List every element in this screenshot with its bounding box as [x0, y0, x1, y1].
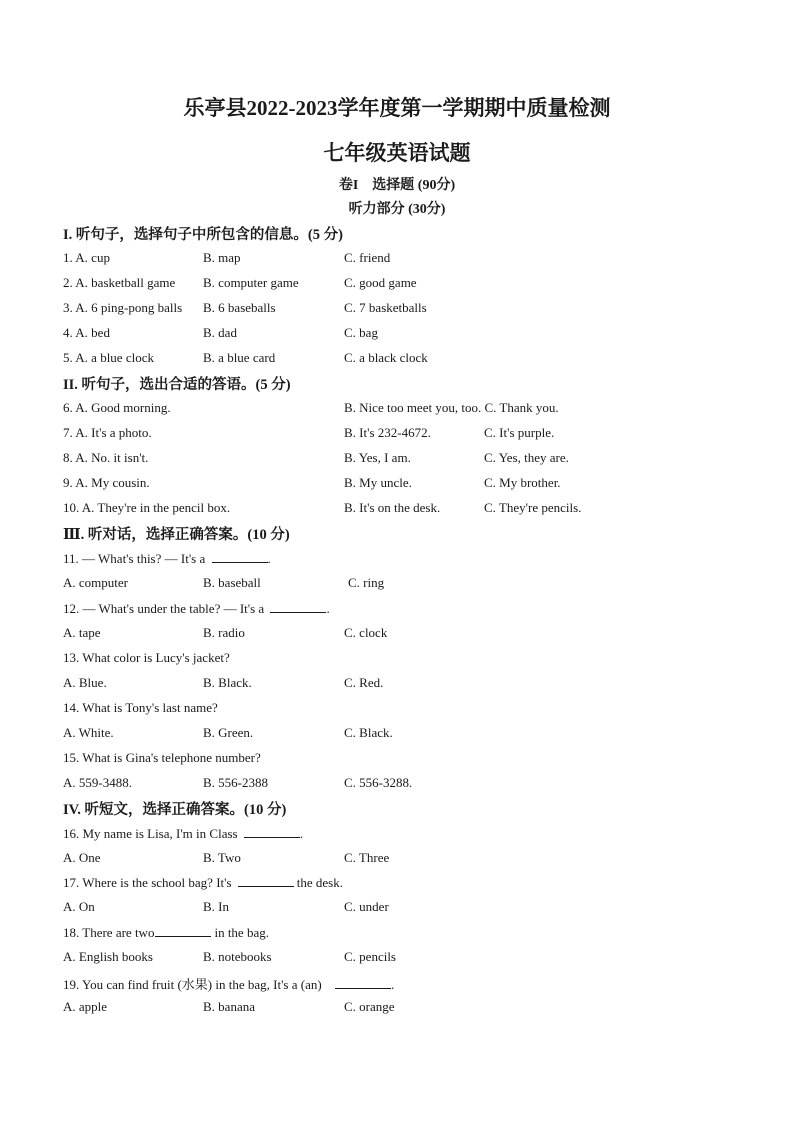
answer-blank [155, 924, 211, 937]
option-b: B. Yes, I am. [344, 450, 411, 465]
question-row-4 [0, 325, 794, 345]
option-b-c: B. Nice too meet you, too. C. Thank you. [344, 400, 559, 415]
question-stem-19 [0, 974, 794, 994]
section-2-heading: II. 听句子，选出合适的答语。(5 分) [63, 377, 291, 393]
question-row-13 [0, 675, 794, 695]
option-c: C. ring [348, 575, 385, 590]
option-b: B. 6 baseballs [203, 300, 276, 315]
question-stem-18 [0, 924, 794, 944]
question-row-9 [0, 475, 794, 495]
question-row-11 [0, 575, 794, 595]
question-row-6 [0, 400, 794, 420]
stem-text: 14. What is Tony's last name? [63, 700, 218, 715]
option-a: 4. A. bed [63, 325, 110, 340]
stem-text: 13. What color is Lucy's jacket? [63, 650, 230, 665]
section-1-heading: I. 听句子，选择句子中所包含的信息。(5 分) [63, 227, 343, 243]
option-c: C. 7 basketballs [344, 300, 427, 315]
option-a: 5. A. a blue clock [63, 350, 154, 365]
option-a: 10. A. They're in the pencil box. [63, 500, 231, 515]
question-stem-15 [0, 750, 794, 770]
option-c: C. My brother. [484, 475, 561, 490]
question-row-12 [0, 625, 794, 645]
question-row-15 [0, 775, 794, 795]
stem-text: 17. Where is the school bag? It's [63, 875, 232, 890]
question-stem-14 [0, 700, 794, 720]
answer-blank [238, 874, 294, 887]
section-3-heading: Ⅲ. 听对话，选择正确答案。(10 分) [63, 527, 290, 543]
option-c: C. Red. [344, 675, 384, 690]
question-stem-13 [0, 650, 794, 670]
option-a: A. On [63, 899, 95, 914]
option-b: B. baseball [203, 575, 261, 590]
exam-title: 乐亭县2022-2023学年度第一学期期中质量检测 [183, 96, 611, 120]
answer-blank [212, 550, 268, 563]
option-c: C. bag [344, 325, 378, 340]
option-a: 1. A. cup [63, 250, 110, 265]
option-a: A. tape [63, 625, 101, 640]
question-row-5 [0, 350, 794, 370]
option-c: C. a black clock [344, 350, 428, 365]
question-stem-12 [0, 600, 794, 620]
option-b: B. My uncle. [344, 475, 412, 490]
question-row-1 [0, 250, 794, 270]
option-b: B. Black. [203, 675, 252, 690]
question-row-10 [0, 500, 794, 520]
question-row-3 [0, 300, 794, 320]
stem-text: 12. — What's under the table? — It's a [63, 601, 265, 616]
stem-text: 15. What is Gina's telephone number? [63, 750, 261, 765]
option-c: C. clock [344, 625, 388, 640]
option-b: B. radio [203, 625, 245, 640]
option-c: C. 556-3288. [344, 775, 413, 790]
option-a: 2. A. basketball game [63, 275, 176, 290]
section-4-heading: IV. 听短文，选择正确答案。(10 分) [63, 802, 287, 818]
option-b: B. banana [203, 999, 255, 1014]
option-a: 7. A. It's a photo. [63, 425, 152, 440]
option-b: B. dad [203, 325, 237, 340]
option-b: B. In [203, 899, 229, 914]
option-c: C. friend [344, 250, 391, 265]
option-a: 6. A. Good morning. [63, 400, 171, 415]
option-c: C. They're pencils. [484, 500, 582, 515]
option-a: A. English books [63, 949, 153, 964]
option-a: A. White. [63, 725, 114, 740]
stem-text: 19. You can find fruit (水果) in the bag, It's a (an) [63, 977, 322, 992]
question-row-17 [0, 899, 794, 919]
option-a: A. Blue. [63, 675, 107, 690]
option-b: B. computer game [203, 275, 299, 290]
question-row-18 [0, 949, 794, 969]
option-c: C. orange [344, 999, 395, 1014]
option-c: C. good game [344, 275, 417, 290]
question-row-14 [0, 725, 794, 745]
question-row-2 [0, 275, 794, 295]
option-c: C. Black. [344, 725, 393, 740]
option-b: B. a blue card [203, 350, 276, 365]
option-a: 9. A. My cousin. [63, 475, 150, 490]
option-c: C. Yes, they are. [484, 450, 569, 465]
option-c: C. It's purple. [484, 425, 555, 440]
option-c: C. Three [344, 850, 390, 865]
option-b: B. It's 232-4672. [344, 425, 431, 440]
option-b: B. It's on the desk. [344, 500, 441, 515]
stem-end: . [299, 826, 304, 841]
exam-subtitle: 七年级英语试题 [323, 141, 471, 165]
option-a: A. 559-3488. [63, 775, 132, 790]
option-b: B. map [203, 250, 241, 265]
stem-text: 11. — What's this? — It's a [63, 551, 206, 566]
question-row-8 [0, 450, 794, 470]
part-heading: 卷I 选择题 (90分) [338, 178, 456, 193]
answer-blank [244, 825, 300, 838]
option-b: B. Green. [203, 725, 254, 740]
subpart-heading: 听力部分 (30分) [348, 202, 446, 217]
option-a: A. One [63, 850, 101, 865]
stem-end: . [390, 977, 395, 992]
stem-text: 16. My name is Lisa, I'm in Class [63, 826, 238, 841]
stem-end: in the bag. [214, 925, 269, 940]
question-stem-11 [0, 550, 794, 570]
question-row-7 [0, 425, 794, 445]
question-row-16 [0, 850, 794, 870]
option-b: B. 556-2388 [203, 775, 268, 790]
option-a: A. computer [63, 575, 128, 590]
option-b: B. notebooks [203, 949, 272, 964]
stem-end: . [267, 551, 271, 566]
option-c: C. under [344, 899, 389, 914]
answer-blank [270, 600, 326, 613]
question-stem-17 [0, 874, 794, 894]
option-a: 3. A. 6 ping-pong balls [63, 300, 183, 315]
answer-blank [335, 976, 391, 989]
option-c: C. pencils [344, 949, 396, 964]
question-stem-16 [0, 825, 794, 845]
option-b: B. Two [203, 850, 241, 865]
option-a: A. apple [63, 999, 108, 1014]
stem-end: the desk. [296, 875, 343, 890]
stem-text: 18. There are two [63, 925, 155, 940]
stem-end: . [326, 601, 330, 616]
option-a: 8. A. No. it isn't. [63, 450, 149, 465]
question-row-19 [0, 999, 794, 1019]
